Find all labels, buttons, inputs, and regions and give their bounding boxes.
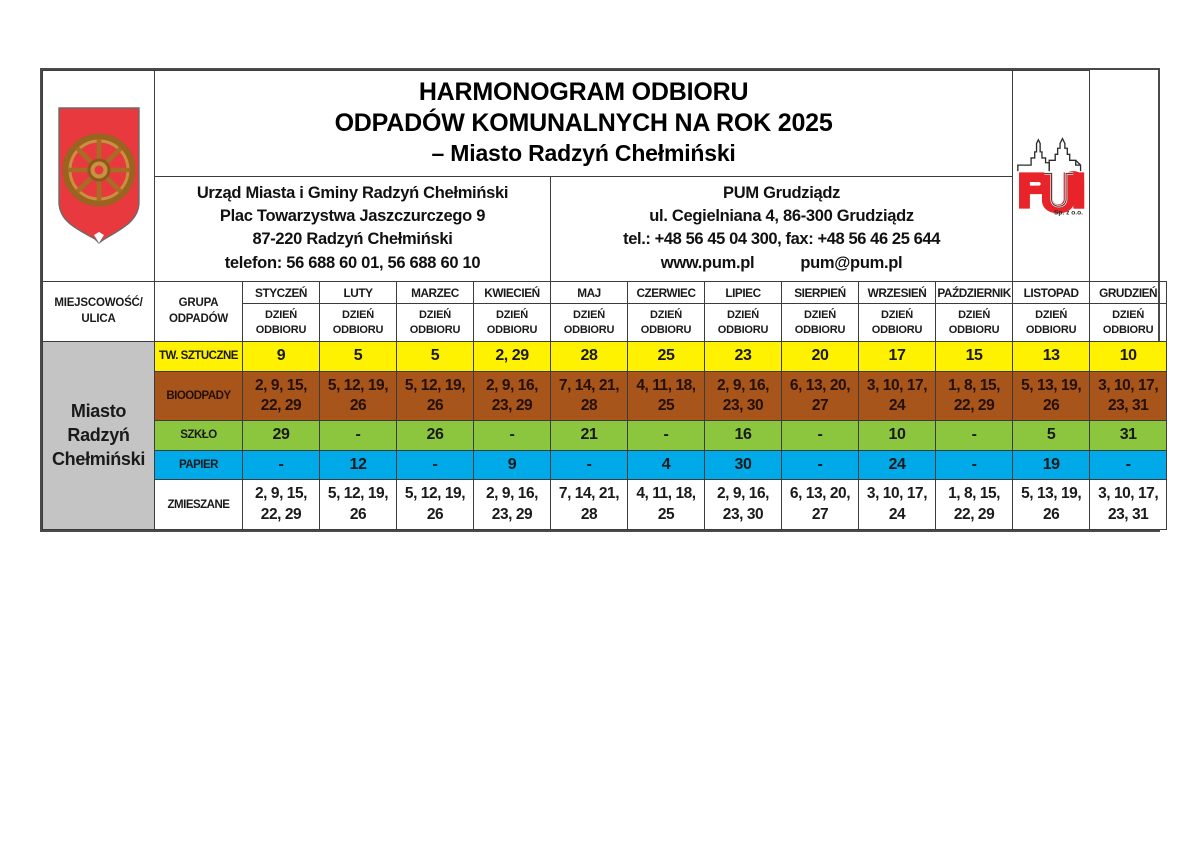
column-header-month-9: WRZESIEŃ (859, 282, 936, 304)
day-cell: - (1090, 450, 1167, 480)
sub-header-label-top: DZIEŃ (418, 309, 451, 322)
office-line-4: telefon: 56 688 60 01, 56 688 60 10 (224, 253, 481, 272)
day-cell: 9 (243, 341, 320, 371)
column-header-waste-group (155, 282, 243, 342)
column-header-month-1: STYCZEŃ (243, 282, 320, 304)
day-cell: 1, 8, 15, 22, 29 (936, 371, 1013, 420)
column-header-location (43, 282, 155, 342)
operator-line-1: PUM Grudziądz (723, 183, 841, 202)
sub-header-month-1 (243, 304, 320, 342)
column-header-month-7: LIPIEC (705, 282, 782, 304)
sub-header-month-5 (551, 304, 628, 342)
office-line-2: Plac Towarzystwa Jaszczurczego 9 (219, 206, 486, 225)
day-cell: 12 (320, 450, 397, 480)
day-cell: 5 (320, 341, 397, 371)
day-cell: 13 (1013, 341, 1090, 371)
operator-block (551, 176, 1013, 282)
day-cell: 6, 13, 20, 27 (782, 480, 859, 529)
day-cell: 5 (397, 341, 474, 371)
column-header-month-2: LUTY (320, 282, 397, 304)
day-cell: 20 (782, 341, 859, 371)
column-header-month-11: LISTOPAD (1013, 282, 1090, 304)
operator-line-3: tel.: +48 56 45 04 300, fax: +48 56 46 25 644 (623, 230, 940, 249)
sub-header-label-top: DZIEŃ (726, 309, 759, 322)
sub-header-label-bottom: ODBIORU (563, 323, 615, 336)
sub-header-month-7 (705, 304, 782, 342)
document-title (155, 71, 1013, 177)
day-cell: 3, 10, 17, 24 (859, 480, 936, 529)
waste-group-label: ZMIESZANE (155, 480, 243, 529)
day-cell: - (243, 450, 320, 480)
title-line-3: – Miasto Radzyń Chełmiński (431, 140, 736, 166)
sub-header-label-top: DZIEŃ (1112, 309, 1145, 322)
column-header-month-6: CZERWIEC (628, 282, 705, 304)
day-cell: - (397, 450, 474, 480)
day-cell: - (782, 420, 859, 450)
operator-website-link[interactable]: www.pum.pl (660, 253, 755, 272)
day-cell: 2, 9, 16, 23, 30 (705, 371, 782, 420)
sub-header-month-12 (1090, 304, 1167, 342)
day-cell: 28 (551, 341, 628, 371)
logo-suffix-text: Sp. z o.o. (1054, 209, 1084, 217)
table-row (43, 420, 1167, 450)
column-header-month-5: MAJ (551, 282, 628, 304)
sub-header-label-top: DZIEŃ (264, 309, 297, 322)
waste-group-label: SZKŁO (155, 420, 243, 450)
municipal-office-block (155, 176, 551, 282)
day-cell: - (551, 450, 628, 480)
location-header-line-1: MIEJSCOWOŚĆ/ (54, 297, 143, 310)
waste-group-label: PAPIER (155, 450, 243, 480)
sub-header-label-bottom: ODBIORU (640, 323, 692, 336)
sub-header-label-bottom: ODBIORU (409, 323, 461, 336)
sub-header-label-bottom: ODBIORU (1102, 323, 1154, 336)
day-cell: 3, 10, 17, 23, 31 (1090, 371, 1167, 420)
day-cell: 21 (551, 420, 628, 450)
day-cell: 15 (936, 341, 1013, 371)
sub-header-month-6 (628, 304, 705, 342)
operator-line-2: ul. Cegielniana 4, 86-300 Grudziądz (649, 206, 914, 225)
sub-header-label-top: DZIEŃ (572, 309, 605, 322)
day-cell: 5, 13, 19, 26 (1013, 480, 1090, 529)
column-header-month-4: KWIECIEŃ (474, 282, 551, 304)
header-address-row (43, 176, 1167, 282)
sub-header-month-4 (474, 304, 551, 342)
sub-header-label-bottom: ODBIORU (948, 323, 1000, 336)
sub-header-label-top: DZIEŃ (958, 309, 991, 322)
day-cell: 25 (628, 341, 705, 371)
column-header-month-3: MARZEC (397, 282, 474, 304)
day-cell: 30 (705, 450, 782, 480)
waste-group-label: BIOODPADY (155, 371, 243, 420)
sub-header-label-top: DZIEŃ (1035, 309, 1068, 322)
table-row (43, 450, 1167, 480)
pum-logo-cell (1013, 71, 1090, 282)
column-header-month-10: PAŹDZIERNIK (936, 282, 1013, 304)
day-cell: 3, 10, 17, 23, 31 (1090, 480, 1167, 529)
title-line-1: HARMONOGRAM ODBIORU (418, 78, 749, 106)
table-row (43, 371, 1167, 420)
day-cell: 29 (243, 420, 320, 450)
day-cell: 10 (1090, 341, 1167, 371)
day-cell: 5 (1013, 420, 1090, 450)
pum-logo-icon (1013, 106, 1089, 246)
sub-header-label-bottom: ODBIORU (871, 323, 923, 336)
column-header-month-12: GRUDZIEŃ (1090, 282, 1167, 304)
day-cell: 7, 14, 21, 28 (551, 480, 628, 529)
day-cell: 2, 9, 16, 23, 30 (705, 480, 782, 529)
office-line-1: Urząd Miasta i Gminy Radzyń Chełmiński (196, 183, 509, 202)
group-header-line-1: GRUPA (178, 297, 219, 310)
day-cell: 3, 10, 17, 24 (859, 371, 936, 420)
day-cell: 26 (397, 420, 474, 450)
day-cell: 5, 12, 19, 26 (320, 480, 397, 529)
day-cell: - (628, 420, 705, 450)
sub-header-label-top: DZIEŃ (880, 309, 913, 322)
sub-header-label-bottom: ODBIORU (332, 323, 384, 336)
sub-header-label-bottom: ODBIORU (486, 323, 538, 336)
day-cell: 5, 12, 19, 26 (397, 480, 474, 529)
sub-header-month-2 (320, 304, 397, 342)
sub-header-label-bottom: ODBIORU (717, 323, 769, 336)
location-header-line-2: ULICA (81, 312, 116, 325)
day-cell: 23 (705, 341, 782, 371)
sub-header-label-top: DZIEŃ (649, 309, 682, 322)
column-header-month-8: SIERPIEŃ (782, 282, 859, 304)
day-cell: 2, 9, 16, 23, 29 (474, 480, 551, 529)
day-cell: 10 (859, 420, 936, 450)
day-cell: 5, 13, 19, 26 (1013, 371, 1090, 420)
day-cell: - (782, 450, 859, 480)
sub-header-month-3 (397, 304, 474, 342)
day-cell: 4, 11, 18, 25 (628, 371, 705, 420)
operator-email-link[interactable]: pum@pum.pl (800, 253, 903, 272)
column-header-row (43, 282, 1167, 304)
office-line-3: 87-220 Radzyń Chełmiński (252, 230, 453, 249)
schedule-table (42, 70, 1167, 530)
sub-header-label-bottom: ODBIORU (1025, 323, 1077, 336)
sub-header-label-bottom: ODBIORU (794, 323, 846, 336)
header-title-row (43, 71, 1167, 177)
day-cell: 4, 11, 18, 25 (628, 480, 705, 529)
day-cell: 7, 14, 21, 28 (551, 371, 628, 420)
location-cell (43, 341, 155, 529)
table-row (43, 480, 1167, 529)
sub-header-month-8 (782, 304, 859, 342)
sub-header-label-bottom: ODBIORU (255, 323, 307, 336)
sub-header-month-9 (859, 304, 936, 342)
day-cell: 2, 9, 15, 22, 29 (243, 371, 320, 420)
group-header-line-2: ODPADÓW (168, 312, 229, 325)
title-line-2: ODPADÓW KOMUNALNYCH NA ROK 2025 (334, 109, 833, 137)
day-cell: 2, 9, 16, 23, 29 (474, 371, 551, 420)
day-cell: 9 (474, 450, 551, 480)
sub-header-month-11 (1013, 304, 1090, 342)
coat-of-arms-icon (43, 106, 154, 246)
location-line-1: Miasto (70, 400, 127, 421)
table-row (43, 341, 1167, 371)
sub-header-label-top: DZIEŃ (341, 309, 374, 322)
day-cell: - (320, 420, 397, 450)
location-line-2: Radzyń (67, 425, 130, 446)
day-cell: 2, 29 (474, 341, 551, 371)
day-cell: 5, 12, 19, 26 (320, 371, 397, 420)
waste-group-label: TW. SZTUCZNE (155, 341, 243, 371)
coat-of-arms-cell (43, 71, 155, 282)
sub-header-month-10 (936, 304, 1013, 342)
day-cell: 31 (1090, 420, 1167, 450)
day-cell: - (936, 420, 1013, 450)
day-cell: 1, 8, 15, 22, 29 (936, 480, 1013, 529)
location-line-3: Chełmiński (51, 449, 146, 470)
sub-header-label-top: DZIEŃ (803, 309, 836, 322)
day-cell: 4 (628, 450, 705, 480)
day-cell: 16 (705, 420, 782, 450)
sub-header-label-top: DZIEŃ (495, 309, 528, 322)
day-cell: 17 (859, 341, 936, 371)
day-cell: 2, 9, 15, 22, 29 (243, 480, 320, 529)
day-cell: - (936, 450, 1013, 480)
day-cell: 6, 13, 20, 27 (782, 371, 859, 420)
day-cell: 24 (859, 450, 936, 480)
day-cell: - (474, 420, 551, 450)
day-cell: 5, 12, 19, 26 (397, 371, 474, 420)
day-cell: 19 (1013, 450, 1090, 480)
schedule-sheet (40, 68, 1160, 532)
